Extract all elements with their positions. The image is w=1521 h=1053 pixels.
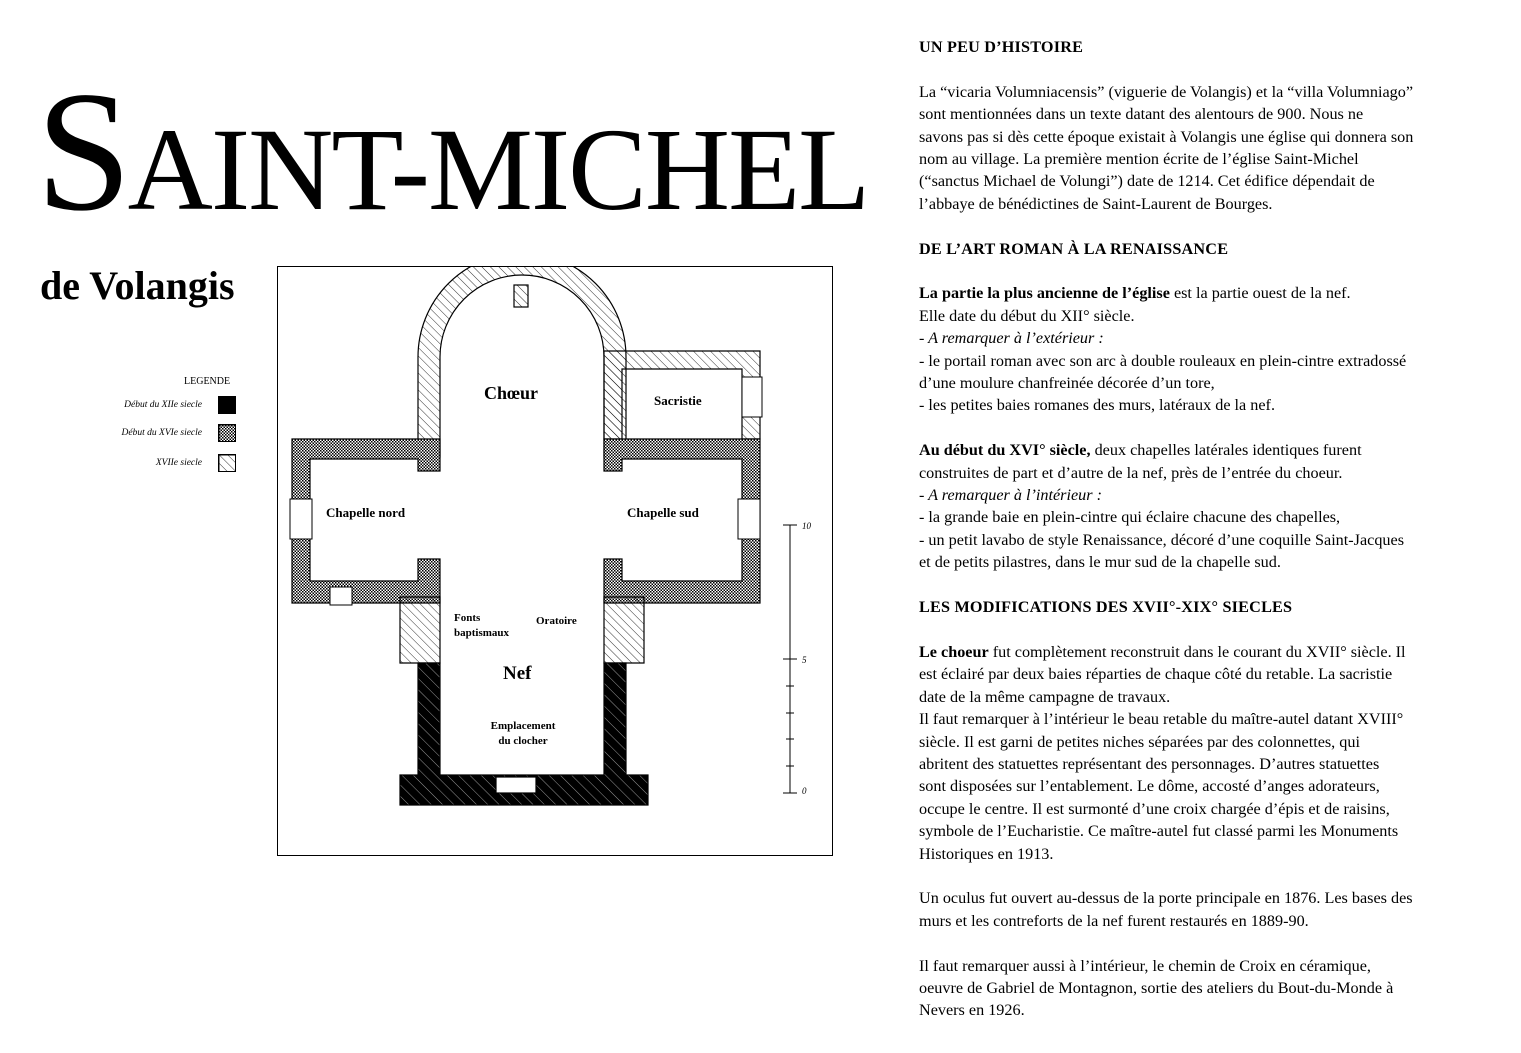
renaissance-line (919, 439, 1499, 461)
label-oratoire: Oratoire (536, 615, 577, 627)
renaissance-bold: Au début du XVI° siècle, (919, 441, 1091, 460)
modifications-line: est éclairé par deux baies réparties de chaque côté du retable. La sacristie (919, 665, 1393, 684)
renaissance-line: - un petit lavabo de style Renaissance, décoré d’une coquille Saint-Jacques (919, 530, 1405, 549)
floor-plan (277, 266, 833, 856)
legend (100, 372, 250, 482)
modifications-line (919, 641, 1499, 663)
oculus-line: Un oculus fut ouvert au-dessus de la porte principale en 1876. Les bases des (919, 889, 1413, 908)
page-title (36, 57, 869, 247)
renaissance-italic (919, 484, 1499, 506)
modifications-line: sont disposées sur l’entablement. Le dôme, accosté d’anges adorateurs, (919, 777, 1380, 796)
histoire-line: (“sanctus Michael de Volungi”) date de 1214. Cet édifice dépendait de (919, 172, 1375, 191)
label-emplacement-line2: du clocher (498, 735, 548, 747)
modifications-line: occupe le centre. Il est surmonté d’une croix chargée d’épis et de raisins, (919, 799, 1390, 818)
renaissance-italic-text: - A remarquer à l’intérieur : (919, 486, 1102, 505)
art-roman-italic (919, 327, 1499, 349)
renaissance-rest: deux chapelles latérales identiques furent (1090, 441, 1362, 460)
art-roman-bold: La partie la plus ancienne de l’église (919, 284, 1170, 303)
art-roman-line: - le portail roman avec son arc à double rouleaux en plein-cintre extradossé (919, 351, 1407, 370)
legend-label: XVIIe siecle (155, 458, 202, 468)
text-column (919, 36, 1499, 1022)
window-nord (290, 499, 312, 539)
label-fonts-line2: baptismaux (454, 627, 510, 639)
legend-item-xii (100, 396, 236, 416)
renaissance-line: construites de part et d’autre de la nef, près de l’entrée du choeur. (919, 463, 1343, 482)
door-nord (330, 587, 352, 605)
modifications-bold: Le choeur (919, 642, 989, 661)
modifications-line: symbole de l’Eucharistie. Ce maître-autel fut classé parmi les Monuments (919, 822, 1399, 841)
art-roman-line: - les petites baies romanes des murs, latéraux de la nef. (919, 396, 1275, 415)
title-rest: AINT-MICHEL (127, 104, 869, 235)
legend-label: Début du XIIe siecle (124, 400, 202, 410)
legend-heading: LEGENDE (184, 376, 231, 387)
label-fonts-line1: Fonts (454, 612, 481, 624)
section-heading-histoire: UN PEU D’HISTOIRE (919, 38, 1084, 56)
chemin-croix-line: Nevers en 1926. (919, 1001, 1025, 1020)
legend-label: Début du XVIe siecle (121, 428, 202, 438)
label-nef: Nef (503, 663, 532, 684)
histoire-line: La “vicaria Volumniacensis” (viguerie de Volangis) et la “villa Volumniago” (919, 82, 1414, 101)
scale-bar (783, 525, 797, 793)
apse-buttress (514, 285, 528, 307)
oculus-line: murs et les contreforts de la nef furent restaurés en 1889-90. (919, 911, 1309, 930)
window-sacristie (742, 377, 762, 417)
page-subtitle: de Volangis (40, 263, 235, 308)
floor-plan-drawing (278, 267, 832, 855)
art-roman-italic-text: - A remarquer à l’extérieur : (919, 329, 1104, 348)
modifications-line: date de la même campagne de travaux. (919, 687, 1171, 706)
histoire-line: sont mentionnées dans un texte datant des alentours de 900. Nous ne (919, 105, 1364, 124)
modifications-line: Historiques en 1913. (919, 844, 1054, 863)
modifications-line: abritent des statuettes représentant des personnages. D’autres statuettes (919, 754, 1380, 773)
legend-swatch-hatch (218, 454, 236, 472)
scale-label-5: 5 (802, 655, 807, 665)
renaissance-line: et de petits pilastres, dans le mur sud de la chapelle sud. (919, 553, 1281, 572)
modifications-rest: fut complètement reconstruit dans le courant du XVII° siècle. Il (988, 642, 1406, 661)
fonts-niche (400, 597, 440, 663)
art-roman-line: Elle date du début du XII° siècle. (919, 306, 1135, 325)
scale-label-0: 0 (802, 786, 807, 796)
section-heading-art-roman: DE L’ART ROMAN À LA RENAISSANCE (919, 239, 1229, 258)
renaissance-line: - la grande baie en plein-cintre qui éclaire chacune des chapelles, (919, 508, 1341, 527)
histoire-line: nom au village. La première mention écrite de l’église Saint-Michel (919, 150, 1359, 169)
legend-swatch-crosshatch (218, 424, 236, 442)
modifications-line: siècle. Il est garni de petites niches séparées par des colonnettes, qui (919, 732, 1360, 751)
oratoire-niche (604, 597, 644, 663)
label-sacristie: Sacristie (654, 393, 702, 408)
chemin-croix-line: oeuvre de Gabriel de Montagnon, sortie des ateliers du Bout-du-Monde à (919, 978, 1394, 997)
art-roman-rest: est la partie ouest de la nef. (1169, 284, 1351, 303)
portal (496, 777, 536, 793)
histoire-line: l’abbaye de bénédictines de Saint-Laurent de Bourges. (919, 194, 1273, 213)
label-emplacement-line1: Emplacement (490, 720, 556, 732)
label-choeur: Chœur (484, 383, 539, 403)
label-emplacement (468, 719, 578, 749)
chapelle-nord-wall (292, 439, 440, 603)
title-initial: S (36, 57, 128, 247)
section-heading-modifications: LES MODIFICATIONS DES XVII°-XIX° SIECLES (919, 598, 1293, 617)
histoire-line: savons pas si dès cette époque existait à Volangis une église qui donnera son (919, 127, 1414, 146)
label-chapelle-sud: Chapelle sud (627, 505, 699, 520)
chemin-croix-line: Il faut remarquer aussi à l’intérieur, le chemin de Croix en céramique, (919, 956, 1371, 975)
scale-label-10: 10 (802, 521, 811, 531)
legend-item-xvi (100, 424, 236, 444)
modifications-line: Il faut remarquer à l’intérieur le beau retable du maître-autel datant XVIII° (919, 710, 1404, 729)
label-chapelle-nord: Chapelle nord (326, 505, 406, 520)
chapelle-sud-wall (604, 439, 760, 603)
window-sud (738, 499, 760, 539)
art-roman-line (919, 282, 1499, 304)
legend-swatch-black (218, 396, 236, 414)
art-roman-line: d’une moulure chanfreinée décorée d’un tore, (919, 374, 1215, 393)
label-fonts (454, 611, 509, 641)
legend-item-xvii (100, 454, 236, 474)
